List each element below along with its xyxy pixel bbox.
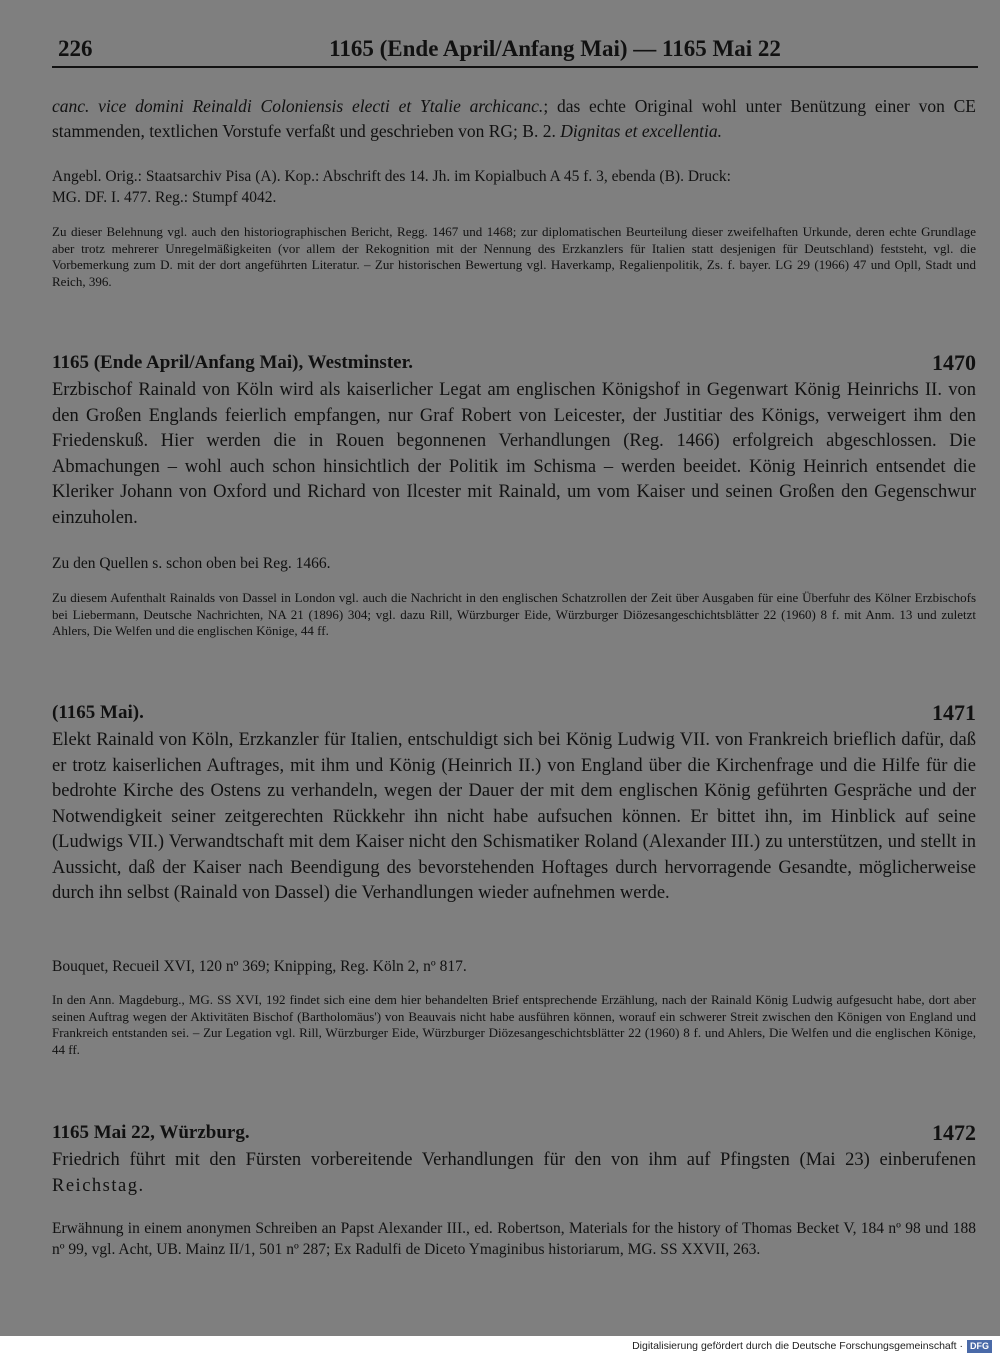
regest-1472 (52, 1120, 976, 1199)
regest-text-part: Friedrich führt mit den Fürsten vorbereitende Verhandlungen für den von ihm auf Pfingsten (Mai 23) einberufenen (52, 1150, 976, 1170)
regest-number: 1470 (932, 350, 976, 375)
regest-text-spaced: Reichstag (52, 1175, 139, 1196)
previous-entry-continuation (52, 94, 976, 144)
regest-1470-note (52, 590, 976, 640)
sources-line-1: Angebl. Orig.: Staatsarchiv Pisa (A). Kop.: Abschrift des 14. Jh. im Kopialbuch A 45 f. 3, ebenda (B). Druck: (52, 168, 731, 185)
continuation-italic-2: Dignitas et excellentia. (560, 121, 723, 141)
regest-1471 (52, 700, 976, 907)
regest-source: Bouquet, Recueil XVI, 120 nº 369; Knipping, Reg. Köln 2, nº 817. (52, 958, 467, 975)
regest-1472-source (52, 1218, 976, 1260)
regest-note: Zu diesem Aufenthalt Rainalds von Dassel in London vgl. auch die Nachricht in den englischen Schatzrollen der Zeit über Ausgaben für eine Überfuhr des Kölner Erzbischofs bei Liebermann, Deutsche Nachrichten, NA 21 (1896) 304; vgl. dazu Rill, Würzburger Eide, Würzburger Diözesangeschichtsblätter 22 (1960) 8 f. mit Anm. 13 und zuletzt Ahlers, Die Welfen und die englischen Könige, 44 ff. (52, 590, 976, 638)
regest-text-end: . (138, 1175, 144, 1196)
regest-date-place: 1165 (Ende April/Anfang Mai), Westminster. (52, 352, 414, 373)
sources-line-2: MG. DF. I. 477. Reg.: Stumpf 4042. (52, 189, 277, 206)
continuation-italic: canc. vice domini Reinaldi Coloniensis electi et Ytalie archicanc. (52, 96, 544, 116)
regest-source: Erwähnung in einem anonymen Schreiben an Papst Alexander III., ed. Robertson, Materials for the history of Thomas Becket V, 184 nº 98 und 188 nº 99, vgl. Acht, UB. Mainz II/1, 501 nº 287; Ex Radulfi de Diceto Ymaginibus historiarum, MG. SS XXVII, 263. (52, 1220, 976, 1258)
running-title: 1165 (Ende April/Anfang Mai) — 1165 Mai 22 (329, 36, 781, 61)
commentary-note: Zu dieser Belehnung vgl. auch den historiographischen Bericht, Regg. 1467 und 1468; zur diplomatischen Beurteilung dieser zweifelhaften Urkunde, deren echte Grundlage aber trotz mehrerer Unregelmäßigkeiten (vor allem der Rekognition mit der Nennung des Erzkanzlers für Italien statt desjenigen für Deutschland) feststeht, vgl. die Vorbemerkung zum D. mit der dort angeführten Literatur. – Zur historischen Bewertung vgl. Haverkamp, Regalienpolitik, Zs. f. bayer. LG 29 (1966) 47 und Opll, Stadt und Reich, 396. (52, 224, 976, 289)
previous-entry-sources (52, 166, 976, 208)
regest-text: Erzbischof Rainald von Köln wird als kaiserlicher Legat am englischen Königshof in Gegenwart König Heinrichs II. von den Großen Englands feierlich empfangen, nur Graf Robert von Leicester, der Justitiar des Königs, verweigert ihm den Friedenskuß. Hier werden die in Rouen begonnenen Verhandlungen (Reg. 1466) erfolgreich abgeschlossen. Die Abmachungen – wohl auch schon hinsichtlich der Politik im Schisma – werden beeidet. König Heinrich entsendet die Kleriker Johann von Oxford und Richard von Ilcester mit Rainald, um vom Kaiser und seinen Großen den Gegenschwur einzuholen. (52, 380, 976, 528)
regest-source: Zu den Quellen s. schon oben bei Reg. 1466. (52, 555, 331, 572)
regest-heading (52, 1120, 976, 1148)
regest-note: In den Ann. Magdeburg., MG. SS XVI, 192 findet sich eine dem hier behandelten Brief entsprechende Erzählung, nach der Rainald König Ludwig aufgesucht habe, dort aber seinen Auftrag wegen der Aktivitäten Bischof (Bartholomäus') von Beauvais nicht habe ausführen können, worauf ein schwerer Streit zwischen den Königen von England und Frankreich entstanden sei. – Zur Legation vgl. Rill, Würzburger Eide, Würzburger Diözesangeschichtsblätter 22 (1960) 8 f. und Ahlers, Die Welfen und die englischen Könige, 44 ff. (52, 992, 976, 1057)
regest-heading (52, 350, 976, 378)
regest-text: Elekt Rainald von Köln, Erzkanzler für Italien, entschuldigt sich bei König Ludwig VII. von Frankreich brieflich dafür, daß er trotz kaiserlichen Auftrages, mit ihm und König (Heinrich II.) von England über die Kirchenfrage und die Hilfe für die bedrohte Kirche des Ostens zu verhandeln, wegen der Dauer der mit dem englischen König geführten Gespräche und der Notwendigkeit seiner zeitgerechten Rückkehr ihn nicht habe aufsuchen können. Er bittet ihn, im Hinblick auf seine (Ludwigs VII.) Verwandtschaft mit dem Kaiser nicht den Schismatiker Roland (Alexander III.) zu unterstützen, und stellt in Aussicht, daß der Kaiser nach Beendigung des bevorstehenden Hoftages durch hervorragende Gesandte, möglicherweise durch ihn selbst (Rainald von Dassel) die Verhandlungen wieder aufnehmen werde. (52, 730, 976, 903)
regest-date-place: (1165 Mai). (52, 702, 144, 723)
dfg-logo-icon: DFG (967, 1340, 992, 1353)
page-number: 226 (58, 36, 93, 61)
running-header (52, 36, 978, 68)
regest-date-place: 1165 Mai 22, Würzburg. (52, 1122, 250, 1143)
continuation-text (52, 94, 976, 144)
regest-number: 1471 (932, 700, 976, 725)
regest-1471-note (52, 992, 976, 1058)
continuation-plain: ; das echte Original wohl unter Benützung einer von CE stammenden, textlichen Vorstufe verfaßt und geschrieben von RG; B. 2. (52, 96, 976, 141)
regest-text (52, 1148, 976, 1199)
regest-1470-source (52, 553, 976, 574)
footer-text: Digitalisierung gefördert durch die Deutsche Forschungsgemeinschaft · (632, 1340, 963, 1352)
regest-heading (52, 700, 976, 728)
previous-entry-note (52, 224, 976, 290)
regest-1470 (52, 350, 976, 531)
regest-number: 1472 (932, 1120, 976, 1145)
digitization-footer (632, 1338, 992, 1354)
regest-1471-source (52, 956, 976, 977)
